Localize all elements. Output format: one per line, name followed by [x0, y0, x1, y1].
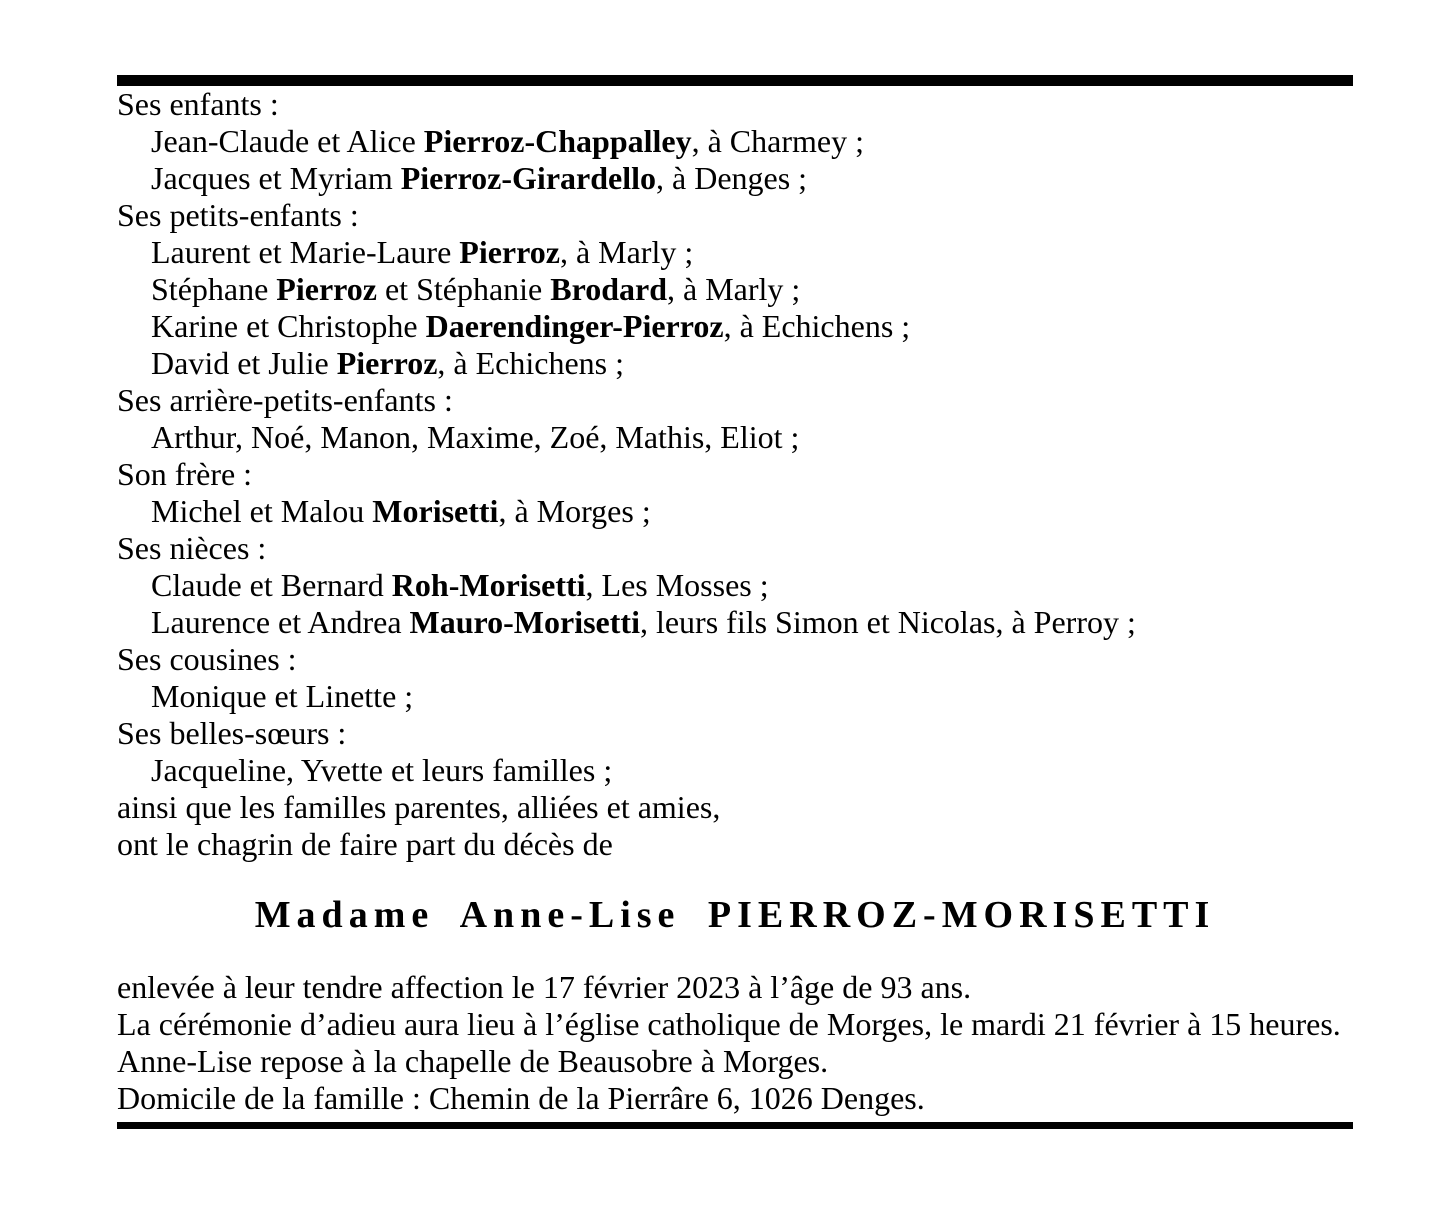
- line-text: Son frère :: [117, 456, 253, 492]
- line-text: , à Echichens ;: [437, 345, 624, 381]
- family-line: [117, 567, 1353, 604]
- line-text: , leurs fils Simon et Nicolas, à Perroy ;: [639, 604, 1136, 640]
- surname-bold: Pierroz-Girardello: [400, 160, 656, 196]
- family-line: [117, 604, 1353, 641]
- family-line: [117, 678, 1353, 715]
- line-text: , à Charmey ;: [691, 123, 864, 159]
- line-text: Ses belles-sœurs :: [117, 715, 347, 751]
- line-text: Jean-Claude et Alice: [151, 123, 424, 159]
- deceased-name-title: Madame Anne-Lise PIERROZ-MORISETTI: [254, 894, 1216, 936]
- family-line: [117, 123, 1353, 160]
- line-text: , à Marly ;: [559, 234, 694, 270]
- line-text: Laurent et Marie-Laure: [151, 234, 460, 270]
- family-line: [117, 86, 1353, 123]
- family-line: [117, 234, 1353, 271]
- line-text: Ses petits-enfants :: [117, 197, 359, 233]
- line-text: , à Denges ;: [656, 160, 808, 196]
- family-line: [117, 160, 1353, 197]
- surname-bold: Pierroz: [459, 234, 560, 270]
- line-text: Laurence et Andrea: [151, 604, 410, 640]
- family-line: [117, 197, 1353, 234]
- line-text: ainsi que les familles parentes, alliées et amies,: [117, 789, 721, 825]
- family-line: [117, 715, 1353, 752]
- family-line: [117, 308, 1353, 345]
- line-text: Jacqueline, Yvette et leurs familles ;: [151, 752, 613, 788]
- surname-bold: Daerendinger-Pierroz: [425, 308, 724, 344]
- line-text: David et Julie: [151, 345, 337, 381]
- closing-line: Anne-Lise repose à la chapelle de Beausobre à Morges.: [117, 1043, 829, 1079]
- top-rule: [117, 75, 1353, 86]
- line-text: Ses nièces :: [117, 530, 267, 566]
- closing-line: enlevée à leur tendre affection le 17 février 2023 à l’âge de 93 ans.: [117, 969, 972, 1005]
- family-line: [117, 456, 1353, 493]
- family-line: [117, 493, 1353, 530]
- line-text: Ses cousines :: [117, 641, 297, 677]
- surname-bold: Pierroz: [336, 345, 438, 381]
- line-text: et Stéphanie: [376, 271, 551, 307]
- line-text: , Les Mosses ;: [585, 567, 769, 603]
- line-text: Michel et Malou: [151, 493, 373, 529]
- surname-bold: Pierroz: [276, 271, 377, 307]
- family-line: [117, 419, 1353, 456]
- line-text: , à Morges ;: [498, 493, 651, 529]
- closing-line: La cérémonie d’adieu aura lieu à l’église catholique de Morges, le mardi 21 février à 15 heures.: [117, 1006, 1341, 1042]
- surname-bold: Morisetti: [372, 493, 499, 529]
- line-text: Monique et Linette ;: [151, 678, 414, 714]
- family-line: [117, 530, 1353, 567]
- line-text: Stéphane: [151, 271, 277, 307]
- line-text: Jacques et Myriam: [151, 160, 401, 196]
- family-line: [117, 789, 1353, 826]
- line-text: Ses arrière-petits-enfants :: [117, 382, 453, 418]
- surname-bold: Pierroz-Chappalley: [423, 123, 692, 159]
- bottom-rule: [117, 1122, 1353, 1129]
- surname-bold: Roh-Morisetti: [391, 567, 586, 603]
- family-line: [117, 271, 1353, 308]
- surname-bold: Brodard: [550, 271, 668, 307]
- obituary-notice: [117, 75, 1353, 1129]
- closing-line: Domicile de la famille : Chemin de la Pierrâre 6, 1026 Denges.: [117, 1080, 925, 1116]
- line-text: Karine et Christophe: [151, 308, 426, 344]
- family-line: [117, 641, 1353, 678]
- line-text: Claude et Bernard: [151, 567, 392, 603]
- family-lines-block: [117, 86, 1353, 863]
- surname-bold: Mauro-Morisetti: [409, 604, 640, 640]
- line-text: , à Marly ;: [667, 271, 801, 307]
- family-line: [117, 752, 1353, 789]
- line-text: Ses enfants :: [117, 86, 279, 122]
- closing-lines-block: [117, 969, 1353, 1117]
- family-line: [117, 345, 1353, 382]
- line-text: , à Echichens ;: [723, 308, 911, 344]
- family-line: [117, 382, 1353, 419]
- line-text: Arthur, Noé, Manon, Maxime, Zoé, Mathis, Eliot ;: [151, 419, 800, 455]
- line-text: ont le chagrin de faire part du décès de: [117, 826, 613, 862]
- family-line: [117, 826, 1353, 863]
